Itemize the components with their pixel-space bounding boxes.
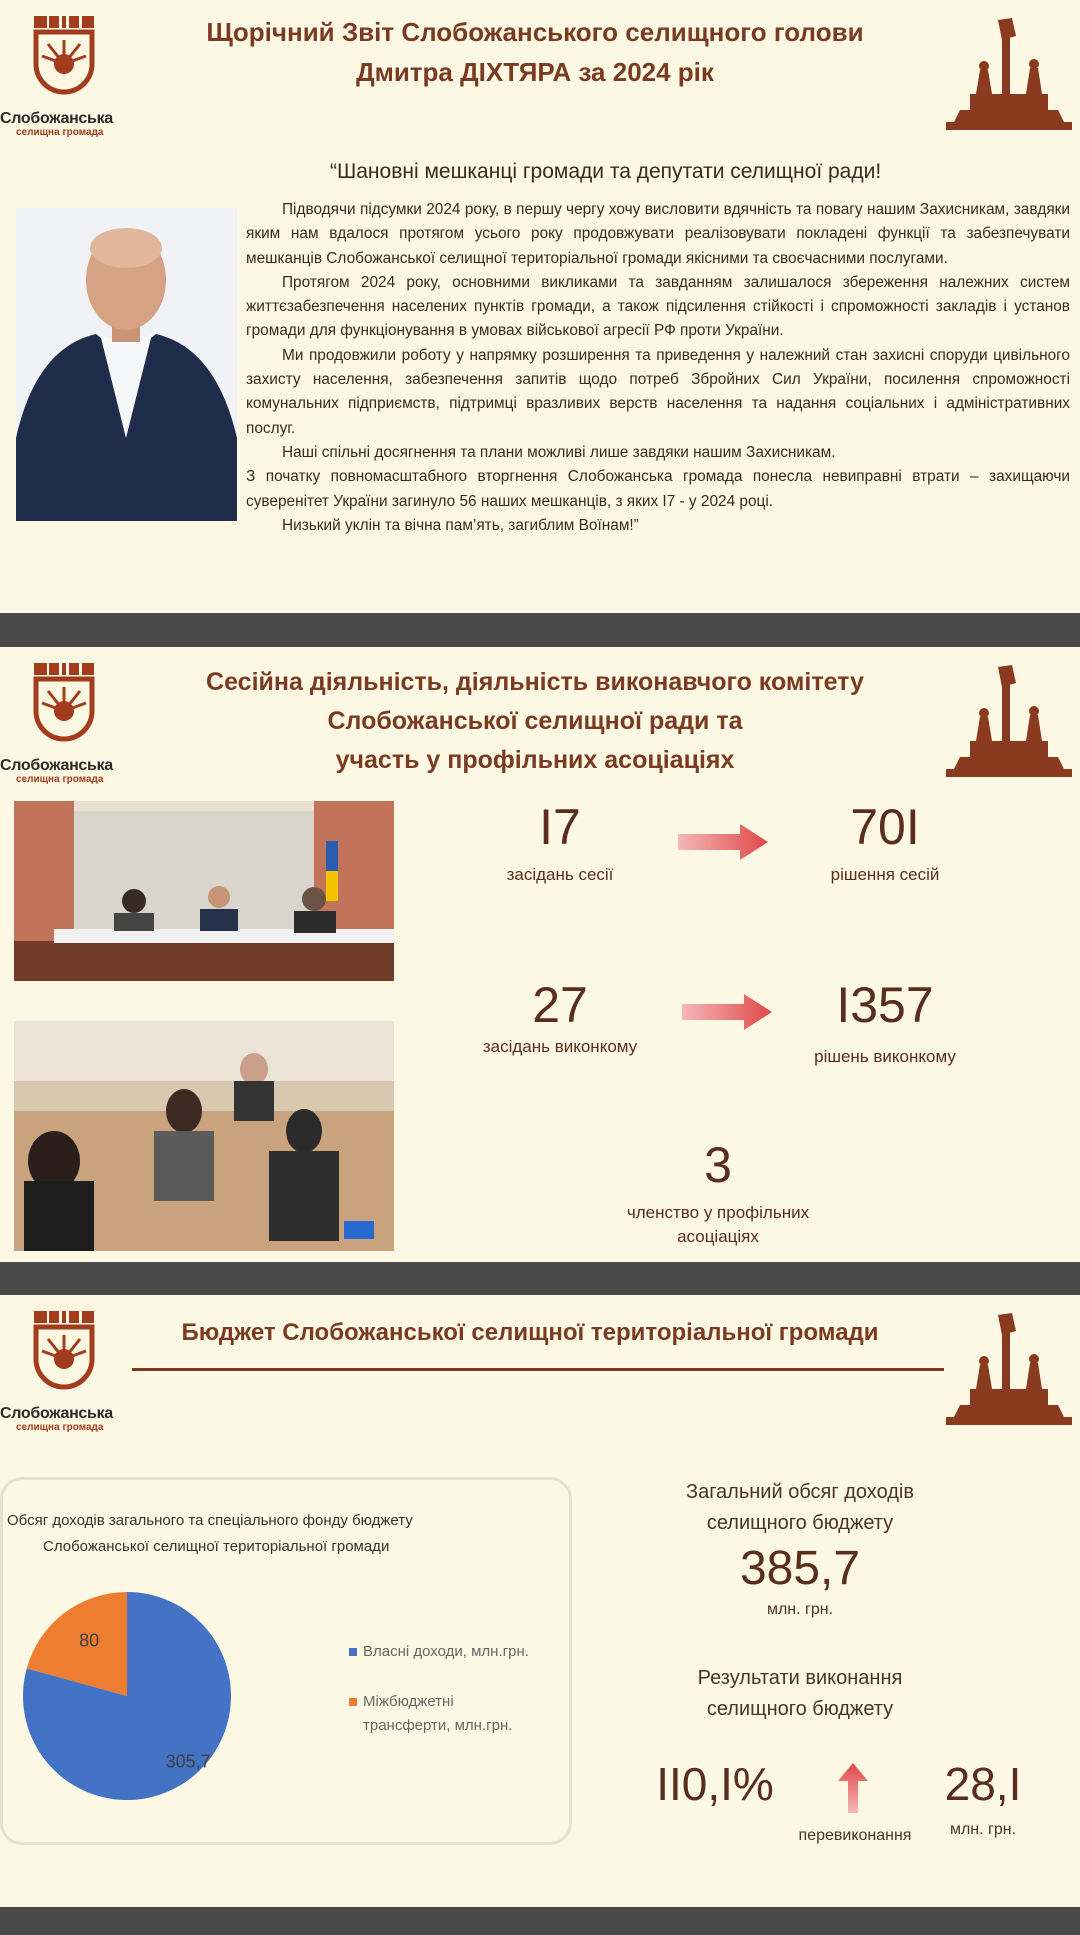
slide-annual-report (0, 0, 1080, 613)
logo-name: Слобожанська (0, 1405, 113, 1422)
results-block: Результати виконання селищного бюджету (697, 1667, 903, 1720)
chart-title: Обсяг доходів загального та спеціального фонду бюджету Слобожанської селищної територіальної громади (7, 1512, 413, 1555)
logo (0, 14, 130, 144)
slide-session-activity (0, 647, 1080, 1262)
pie-chart (21, 1590, 233, 1802)
arrow-up-icon (838, 1763, 868, 1813)
audience-photo (14, 1021, 394, 1251)
mayor-portrait (16, 208, 237, 521)
logo (0, 1309, 130, 1439)
income-block: Загальний обсяг доходів селищного бюджету 385,7 млн. грн. (660, 1477, 940, 1619)
legend-swatch-transfers (349, 1698, 357, 1706)
community-emblem-icon (32, 1309, 96, 1395)
community-emblem-icon (32, 661, 96, 747)
monument-icon (946, 18, 1072, 130)
pie-label-transfers: 80 (79, 1630, 100, 1651)
page-title: Щорічний Звіт Слобожанського селищного голови Дмитра ДІХТЯРА за 2024 рік (206, 17, 864, 87)
quote-heading: “Шановні мешканці громади та депутати селищної ради! (330, 160, 882, 183)
stat-associations: 3 членство у профільних асоціаціях (626, 1137, 810, 1246)
logo (0, 661, 130, 791)
stat-session-decisions: 70І рішення сесій (830, 799, 940, 884)
stat-committee-decisions: І357 рішень виконкому (814, 977, 956, 1066)
logo-subtitle: селищна громада (16, 1422, 104, 1433)
title-underline (132, 1368, 944, 1371)
stat-sessions: І7 засідань сесії (506, 799, 614, 884)
overfulfilment-label: перевиконання (798, 1827, 912, 1844)
legend-own-income: Власні доходи, млн.грн. (363, 1643, 529, 1660)
overfulfilment-unit: млн. грн. (949, 1821, 1017, 1838)
budget-title: Бюджет Слобожанської селищної територіальної громади (181, 1319, 879, 1346)
logo-name: Слобожанська (0, 110, 113, 127)
income-value: 385,7 (739, 1542, 861, 1595)
logo-subtitle: селищна громада (16, 774, 104, 785)
logo-subtitle: селищна громада (16, 127, 104, 138)
stat-committee-meetings: 27 засідань виконкому (482, 977, 638, 1056)
section-title: Сесійна діяльність, діяльність виконавчого комітету Слобожанської селищної ради та участь у профільних асоціаціях (206, 668, 864, 774)
pie-label-own-income: 305,7 (165, 1751, 211, 1772)
community-emblem-icon (32, 14, 96, 100)
legend-swatch-own-income (349, 1648, 357, 1656)
legend-transfers: Міжбюджетні трансферти, млн.грн. (363, 1693, 513, 1734)
overfulfilment-value: 28,І (944, 1758, 1022, 1810)
slide-budget (0, 1295, 1080, 1907)
pie-chart-card (0, 1477, 572, 1845)
session-photo (14, 801, 394, 981)
income-unit: млн. грн. (766, 1601, 834, 1618)
execution-percent: ІІ0,І% (656, 1758, 774, 1810)
logo-name: Слобожанська (0, 757, 113, 774)
monument-icon (946, 1313, 1072, 1425)
address-text: Підводячи підсумки 2024 року, в першу чергу хочу висловити вдячність та повагу нашим Захисникам, завдяки яким нам вдалося протягом усього року продовжувати реалізовувати покладені функції та забезпечувати мешканців Слобожанської селищної територіальної громади якісними та своєчасними послугами. Протягом 2024 року, основними викликами та завданням залишалося збереження належних систем життєзабезпечення населених пунктів громади, а також підсилення стійкості і спроможності закладів і установ громади для функціонування в умовах військової агресії РФ проти України. Ми продовжили роботу у напрямку розширення та приведення у належний стан захисні споруди цивільного захисту населення, забезпечення запитів щодо потреб Збройних Сил України, посилення спроможності комунальних підприємств, підтримці вразливих верств населення та надання соціальних і адміністративних послуг. Наші спільні досягнення та плани можливі лише завдяки нашим Захисникам. З початку повномасштабного вторгнення Слобожанська громада понесла невиправні втрати – захищаючи суверенітет України загинуло 56 наших мешканців, з яких І7 - у 2024 році. Низький уклін та вічна пам’ять, загиблим Воїнам!” (246, 201, 1070, 534)
